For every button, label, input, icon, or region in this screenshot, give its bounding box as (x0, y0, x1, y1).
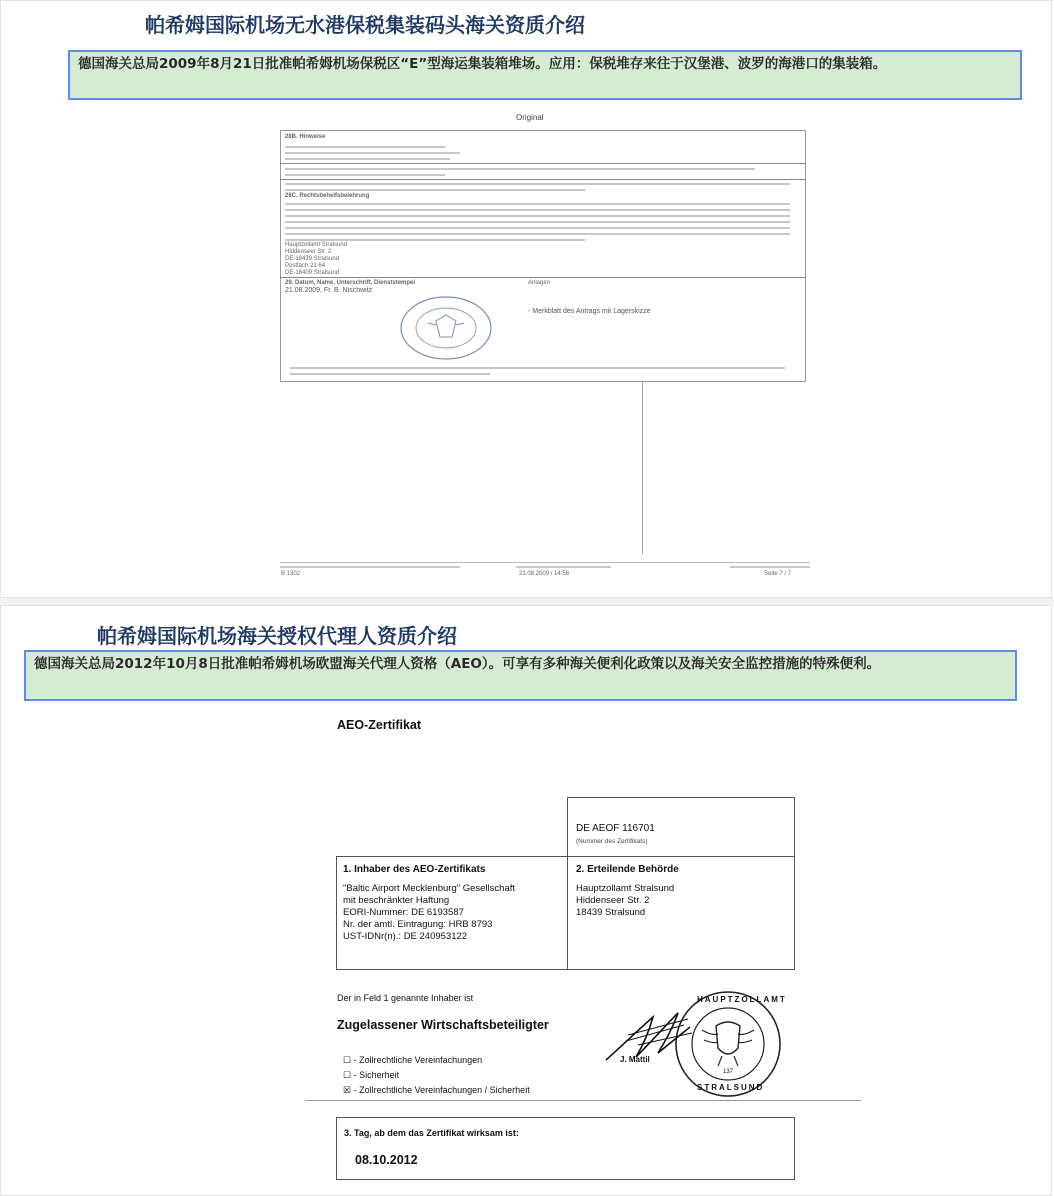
document-footer-center: 21.08.2009 / 14:56 (519, 571, 570, 577)
effective-date: 08.10.2012 (355, 1153, 418, 1167)
document-anlage-item: - Merkblatt des Antrags mit Lagerskizze (528, 308, 651, 315)
document-item-29: 29. Datum, Name, Unterschrift, Dienststempel (285, 280, 416, 286)
option-security: ☐ - Sicherheit (343, 1070, 400, 1080)
holder-statement: Der in Feld 1 genannte Inhaber ist (337, 993, 474, 1003)
seal-bottom-text: STRALSUND (697, 1083, 765, 1092)
option-simplifications-security: ☒ - Zollrechtliche Vereinfachungen / Sicherheit (343, 1085, 530, 1095)
certificate-number-caption: (Nummer des Zertifikats) (576, 838, 648, 845)
certificate-number: DE AEOF 116701 (576, 823, 655, 834)
document-date-signer: 21.08.2009, Fr. B. Nischwitz (285, 287, 373, 294)
field1-holder: "Baltic Airport Mecklenburg" Gesellschaft mit beschränkter Haftung EORI-Nummer: DE 6193587 Nr. der amtl. Eintragung: HRB 8793 UST-IDNr(n).: DE 240953122 (343, 883, 516, 942)
section-divider (0, 598, 1054, 605)
field3-label: 3. Tag, ab dem das Zertifikat wirksam ist: (344, 1128, 519, 1138)
section2-heading: 帕希姆国际机场海关授权代理人资质介绍 (97, 624, 457, 648)
certificate-title: AEO-Zertifikat (337, 718, 422, 732)
seal-top-text: HAUPTZOLLAMT (697, 995, 787, 1004)
section1-heading: 帕希姆国际机场无水港保税集装码头海关资质介绍 (145, 13, 585, 37)
option-simplifications: ☐ - Zollrechtliche Vereinfachungen (343, 1055, 483, 1065)
document-original-label: Original (516, 113, 544, 122)
effective-date-box (336, 1117, 795, 1180)
document-item-28c: 28C. Rechtsbehelfsbelehrung (285, 193, 370, 199)
aeo-status: Zugelassener Wirtschaftsbeteiligter (337, 1018, 549, 1032)
seal-number: 137 (723, 1069, 734, 1075)
document-anlagen: Anlagen (528, 280, 551, 286)
document-item-28b: 28B. Hinweise (285, 134, 326, 140)
field2-label: 2. Erteilende Behörde (576, 864, 679, 875)
section2-note: 德国海关总局2012年10月8日批准帕希姆机场欧盟海关代理人资格（AEO）。可享有多种海关便利化政策以及海关安全监控措施的特殊便利。 (24, 650, 1017, 701)
section1-note: 德国海关总局2009年8月21日批准帕希姆机场保税区“E”型海运集装箱堆场。应用：保税堆存来往于汉堡港、波罗的海港口的集装箱。 (68, 50, 1022, 100)
document-footer-left: B 1302 (281, 571, 301, 577)
signer-name: J. Mattil (620, 1055, 650, 1064)
status-options (343, 1053, 530, 1098)
document-office-address: Hauptzollamt Stralsund Hiddenseer Str. 2 DE-18439 Stralsund Postfach 22 64 DE-18409 Stralsund (285, 242, 348, 276)
field2-authority: Hauptzollamt Stralsund Hiddenseer Str. 2 18439 Stralsund (576, 883, 675, 918)
field1-label: 1. Inhaber des AEO-Zertifikats (343, 864, 486, 875)
document-footer-right: Seite 7 / 7 (764, 571, 792, 577)
customs-seal-icon (398, 293, 510, 363)
